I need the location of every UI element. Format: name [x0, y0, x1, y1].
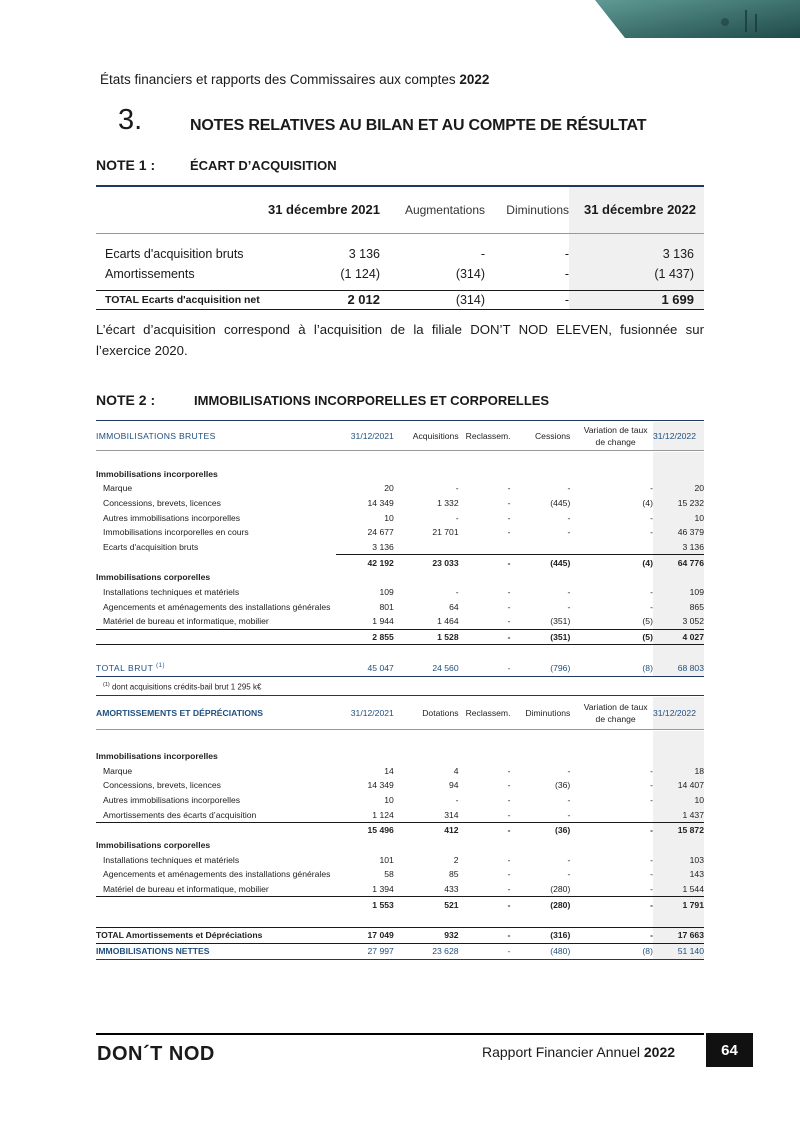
gross-footnote: $^{(1)}$ dont acquisitions crédits-bail brut 1 295 k€ [103, 681, 262, 692]
footer-divider [96, 1033, 704, 1035]
document-header-year: 2022 [459, 72, 490, 87]
document-header [100, 72, 489, 87]
note1-col-diminutions: Diminutions [506, 202, 569, 217]
gross-group1-title: Immobilisations incorporelles [96, 468, 218, 479]
gross-assets-table [96, 420, 704, 696]
amort-header-row: AMORTISSEMENTS ET DÉPRÉCIATIONS 31/12/2021 Dotations Reclassem. Diminutions Variation de taux de change 31/12/2022 [96, 697, 704, 729]
note1-header-row [96, 187, 704, 233]
gross-header-row: IMMOBILISATIONS BRUTES 31/12/2021 Acquisitions Reclassem. Cessions Variation de taux de change 31/12/2022 [96, 422, 704, 450]
note1-table [96, 185, 704, 310]
amort-group1-title: Immobilisations incorporelles [96, 750, 218, 761]
table-row: Marque 20 - - - - 20 [96, 481, 704, 496]
table-row: Matériel de bureau et informatique, mobilier 1 944 1 464 - (351) (5) 3 052 [96, 614, 704, 629]
header-corner-image [595, 0, 800, 38]
table-row: Matériel de bureau et informatique, mobilier 1 394 433 - (280) - 1 544 [96, 882, 704, 897]
page-number: 64 [706, 1033, 753, 1067]
footer-title: Rapport Financier Annuel 2022 [482, 1044, 676, 1060]
company-logo: DON´T NOD [97, 1043, 215, 1065]
note1-title: ÉCART D’ACQUISITION [190, 158, 337, 173]
amort-total-row: TOTAL Amortissements et Dépréciations 17 049 932 - (316) - 17 663 [96, 927, 704, 943]
amort-group2-title: Immobilisations corporelles [96, 839, 211, 850]
table-row: Installations techniques et matériels 101 2 - - - 103 [96, 852, 704, 867]
note1-total-row: TOTAL Ecarts d'acquisition net 2 012 (314) - 1 699 [96, 291, 704, 309]
section-number: 3. [118, 104, 143, 136]
note1-paragraph: L’écart d’acquisition correspond à l’acquisition de la filiale DON’T NOD ELEVEN, fusionnée sur l’exercice 2020. [96, 322, 704, 358]
gross-group1-subtotal: 42 192 23 033 - (445) (4) 64 776 [96, 555, 704, 570]
table-row: Marque 14 4 - - - 18 [96, 763, 704, 778]
table-row: Concessions, brevets, licences 14 349 1 332 - (445) (4) 15 232 [96, 496, 704, 511]
note2-label: NOTE 2 : [96, 392, 156, 408]
amort-group2-subtotal: 1 553 521 - (280) - 1 791 [96, 897, 704, 912]
table-row: Ecarts d'acquisition bruts 3 136 - - 3 136 [96, 244, 704, 264]
table-row: Concessions, brevets, licences 14 349 94 - (36) - 14 407 [96, 778, 704, 793]
note1-col-augmentations: Augmentations [404, 202, 485, 217]
note2-title: IMMOBILISATIONS INCORPORELLES ET CORPORELLES [194, 393, 550, 408]
table-row: Immobilisations incorporelles en cours 24 677 21 701 - - - 46 379 [96, 525, 704, 540]
table-row: Amortissements des écarts d’acquisition 1 124 314 - - 1 437 [96, 807, 704, 822]
document-header-text: États financiers et rapports des Commissaires aux comptes [100, 72, 456, 87]
table-row: Agencements et aménagements des installations générales 58 85 - - - 143 [96, 867, 704, 882]
note1-col-2021: 31 décembre 2021 [267, 202, 380, 218]
table-row: Amortissements (1 124) (314) - (1 437) [96, 264, 704, 284]
note1-col-2022: 31 décembre 2022 [569, 187, 704, 233]
gross-group2-subtotal: 2 855 1 528 - (351) (5) 4 027 [96, 629, 704, 645]
table-row: Autres immobilisations incorporelles 10 - - - - 10 [96, 510, 704, 525]
table-row: Ecarts d'acquisition bruts 3 136 3 136 [96, 540, 704, 555]
gross-total-row: TOTAL BRUT $^{(1)}$ 45 047 24 560 - (796) (8) 68 803 [96, 660, 704, 676]
table-row: Agencements et aménagements des installations générales 801 64 - - - 865 [96, 599, 704, 614]
gross-group2-title: Immobilisations corporelles [96, 572, 211, 583]
table-row: Autres immobilisations incorporelles 10 - - - - 10 [96, 793, 704, 808]
net-assets-row: IMMOBILISATIONS NETTES 27 997 23 628 - (480) (8) 51 140 [96, 943, 704, 959]
amort-group1-subtotal: 15 496 412 - (36) - 15 872 [96, 822, 704, 837]
table-row: Installations techniques et matériels 109 - - - - 109 [96, 585, 704, 600]
note1-label: NOTE 1 : [96, 157, 156, 173]
section-title: NOTES RELATIVES AU BILAN ET AU COMPTE DE RÉSULTAT [190, 117, 647, 134]
amortization-table [96, 695, 704, 960]
